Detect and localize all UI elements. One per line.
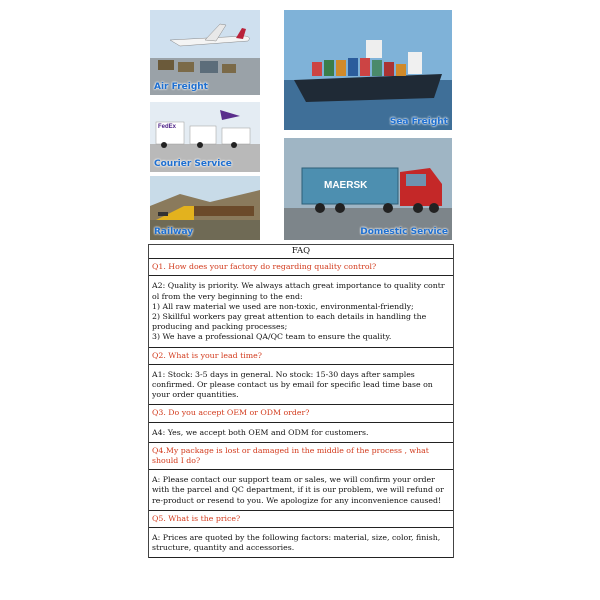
container-truck-icon [284, 138, 452, 240]
sea-freight-photo [284, 10, 452, 130]
shipping-methods-collage [148, 8, 452, 240]
answer-text: A2: Quality is priority. We always attach great importance to quality contr ol from the very beginning to the end: [152, 281, 445, 301]
faq-answer-4 [149, 470, 453, 511]
answer-text: A: Please contact our support team or sales, we will confirm your order with the parcel and QC department, if it is our problem, we will refund or re-product or resend to you. We apologize for any inconvenience caused! [152, 475, 444, 505]
faq-table [148, 244, 454, 558]
answer-text: A: Prices are quoted by the following factors: material, size, color, finish, structure, quantity and accessories. [152, 533, 441, 553]
faq-answer-5 [149, 528, 453, 558]
faq-question-5: Q5. What is the price? [149, 511, 453, 528]
courier-service-photo [150, 102, 260, 172]
faq-question-1: Q1. How does your factory do regarding quality control? [149, 259, 453, 276]
fedex-logo: FedEx [158, 124, 177, 130]
answer-list-item: 1) All raw material we used are non-toxic, environmental-friendly; [152, 301, 414, 311]
answer-list-item: 2) Skillful workers pay great attention to each details in handling the producing and packing processes; [152, 312, 427, 332]
faq-answer-1 [149, 276, 453, 347]
faq-question-4: Q4.My package is lost or damaged in the middle of the process , what should I do? [149, 443, 453, 470]
air-freight-photo [150, 10, 260, 95]
answer-text: A4: Yes, we accept both OEM and ODM for customers. [152, 427, 369, 437]
courier-service-label: Courier Service [154, 159, 232, 169]
domestic-service-label: Domestic Service [360, 227, 448, 237]
faq-title: FAQ [149, 245, 453, 259]
container-ship-icon [284, 10, 452, 130]
answer-text: A1: Stock: 3-5 days in general. No stock: 15-30 days after samples confirmed. Or please contact us by email for specific lead time base on your order quantities. [152, 369, 433, 400]
faq-answer-3 [149, 423, 453, 443]
faq-question-3: Q3. Do you accept OEM or ODM order? [149, 405, 453, 422]
faq-answer-2 [149, 365, 453, 406]
air-freight-label: Air Freight [154, 82, 208, 92]
railway-label: Railway [154, 227, 194, 237]
sea-freight-label: Sea Freight [389, 117, 448, 127]
domestic-service-photo [284, 138, 452, 240]
faq-question-2: Q2. What is your lead time? [149, 348, 453, 365]
maersk-logo: MAERSK [324, 180, 368, 191]
railway-photo [150, 176, 260, 240]
answer-list-item: 3) We have a professional QA/QC team to ensure the quality. [152, 332, 392, 342]
